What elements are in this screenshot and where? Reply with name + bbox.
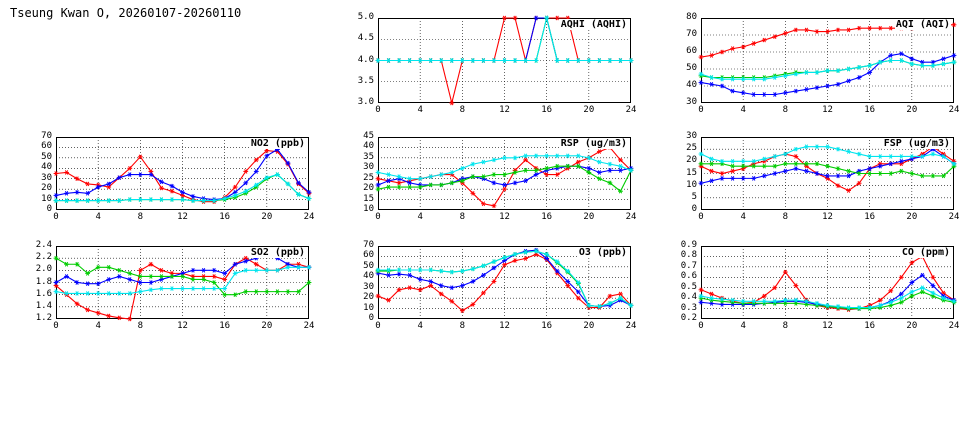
y-tick-label: 60: [41, 141, 52, 152]
y-tick-label: 5: [691, 191, 697, 202]
y-tick-label: 10: [363, 302, 374, 313]
x-tick-label: 20: [261, 212, 273, 222]
y-tick-label: 40: [363, 271, 374, 282]
y-tick-label: 70: [686, 29, 697, 39]
x-tick-label: 0: [375, 321, 381, 331]
y-tick-label: 0: [368, 313, 374, 323]
y-tick-label: 20: [686, 155, 697, 166]
y-tick-label: 1.2: [35, 313, 52, 323]
y-tick-label: 0.4: [680, 292, 697, 303]
chart-so2: [30, 242, 313, 332]
x-tick-label: 16: [541, 212, 553, 222]
x-tick-label: 20: [906, 105, 918, 115]
x-tick-label: 0: [53, 212, 59, 222]
x-tick-label: 12: [822, 105, 833, 115]
y-tick-label: 0.2: [680, 313, 697, 323]
y-tick-label: 15: [363, 193, 374, 204]
chart-no2: [30, 133, 313, 223]
y-tick-label: 3.0: [357, 97, 374, 107]
chart-title-aqhi: AQHI (AQHI): [560, 19, 627, 30]
chart-aqhi: [352, 14, 635, 116]
x-tick-label: 4: [417, 105, 423, 115]
x-tick-label: 0: [53, 321, 59, 331]
x-tick-label: 20: [906, 212, 918, 222]
y-tick-label: 80: [686, 12, 697, 22]
x-tick-label: 24: [303, 212, 315, 222]
y-tick-label: 4.5: [357, 33, 374, 44]
x-tick-label: 4: [95, 321, 101, 331]
x-tick-label: 16: [541, 105, 553, 115]
x-tick-label: 20: [583, 321, 595, 331]
y-tick-label: 3.5: [357, 75, 374, 86]
y-tick-label: 2.2: [35, 252, 52, 263]
x-tick-label: 16: [864, 321, 876, 331]
x-tick-label: 16: [864, 212, 876, 222]
y-tick-label: 30: [363, 281, 374, 292]
y-tick-label: 70: [363, 240, 374, 250]
y-tick-label: 20: [363, 183, 374, 194]
chart-fsp: [675, 133, 958, 223]
x-tick-label: 8: [459, 212, 466, 222]
x-tick-label: 8: [137, 212, 144, 222]
x-tick-label: 20: [583, 105, 595, 115]
y-tick-label: 60: [686, 46, 697, 56]
chart-title-rsp: RSP (ug/m3): [560, 138, 627, 149]
y-tick-label: 1.4: [35, 300, 52, 311]
y-tick-label: 25: [363, 172, 374, 183]
x-tick-label: 12: [177, 212, 188, 222]
chart-title-fsp: FSP (ug/m3): [883, 138, 950, 149]
y-tick-label: 40: [363, 141, 374, 152]
y-tick-label: 50: [41, 151, 52, 162]
x-tick-label: 24: [948, 105, 960, 115]
x-tick-label: 20: [583, 212, 595, 222]
x-tick-label: 4: [740, 321, 746, 331]
y-tick-label: 35: [363, 151, 374, 162]
x-tick-label: 12: [499, 321, 510, 331]
x-tick-label: 8: [137, 321, 144, 331]
chart-o3: [352, 242, 635, 332]
chart-title-no2: NO2 (ppb): [250, 138, 305, 149]
x-tick-label: 24: [948, 212, 960, 222]
x-tick-label: 24: [625, 321, 637, 331]
x-tick-label: 12: [822, 321, 833, 331]
y-tick-label: 40: [41, 162, 52, 173]
series-cyan: [376, 249, 634, 308]
y-tick-label: 1.8: [35, 276, 52, 287]
x-tick-label: 8: [782, 212, 789, 222]
chart-title-co: CO (ppm): [901, 247, 950, 258]
y-tick-label: 10: [41, 193, 52, 204]
y-tick-label: 5.0: [357, 12, 374, 22]
y-tick-label: 0.7: [680, 260, 697, 271]
x-tick-label: 8: [459, 105, 466, 115]
x-tick-label: 16: [219, 321, 231, 331]
y-tick-label: 0: [46, 204, 52, 214]
y-tick-label: 45: [363, 131, 374, 141]
y-tick-label: 0.8: [680, 250, 697, 261]
x-tick-label: 8: [459, 321, 466, 331]
chart-title-o3: O3 (ppb): [578, 247, 627, 258]
y-tick-label: 2.0: [35, 264, 52, 275]
y-tick-label: 30: [363, 162, 374, 173]
y-tick-label: 50: [363, 260, 374, 271]
x-tick-label: 4: [740, 212, 746, 222]
x-tick-label: 12: [499, 212, 510, 222]
chart-title-so2: SO2 (ppb): [250, 247, 305, 258]
y-tick-label: 60: [363, 250, 374, 261]
y-tick-label: 10: [363, 204, 374, 214]
series-green: [54, 256, 312, 297]
x-tick-label: 24: [303, 321, 315, 331]
y-tick-label: 70: [41, 131, 52, 141]
y-tick-label: 0.3: [680, 302, 697, 313]
x-tick-label: 0: [698, 212, 704, 222]
series-cyan: [54, 265, 312, 295]
chart-co: [675, 242, 958, 332]
x-tick-label: 16: [864, 105, 876, 115]
x-tick-label: 4: [740, 105, 746, 115]
chart-title-aqi: AQI (AQI): [895, 19, 950, 30]
y-tick-label: 20: [363, 292, 374, 303]
y-tick-label: 30: [686, 131, 697, 141]
y-tick-label: 2.4: [35, 240, 52, 250]
x-tick-label: 0: [375, 105, 381, 115]
chart-aqi: [675, 14, 958, 116]
x-tick-label: 24: [625, 212, 637, 222]
x-tick-label: 0: [375, 212, 381, 222]
y-tick-label: 0: [691, 204, 697, 214]
y-tick-label: 30: [686, 97, 697, 107]
y-tick-label: 0.5: [680, 281, 697, 292]
x-tick-label: 24: [948, 321, 960, 331]
x-tick-label: 20: [261, 321, 273, 331]
x-tick-label: 8: [782, 105, 789, 115]
series-blue: [699, 52, 957, 97]
x-tick-label: 12: [822, 212, 833, 222]
y-tick-label: 1.6: [35, 288, 52, 299]
x-tick-label: 16: [219, 212, 231, 222]
y-tick-label: 4.0: [357, 54, 374, 65]
x-tick-label: 0: [698, 105, 704, 115]
x-tick-label: 24: [625, 105, 637, 115]
x-tick-label: 4: [417, 321, 423, 331]
y-tick-label: 50: [686, 63, 697, 73]
x-tick-label: 4: [417, 212, 423, 222]
y-tick-label: 0.9: [680, 240, 697, 250]
y-tick-label: 30: [41, 172, 52, 183]
y-tick-label: 40: [686, 80, 697, 90]
page-title: Tseung Kwan O, 20260107-20260110: [10, 6, 242, 20]
x-tick-label: 20: [906, 321, 918, 331]
x-tick-label: 12: [177, 321, 188, 331]
chart-rsp: [352, 133, 635, 223]
y-tick-label: 0.6: [680, 271, 697, 282]
y-tick-label: 15: [686, 167, 697, 178]
y-tick-label: 10: [686, 179, 697, 190]
x-tick-label: 16: [541, 321, 553, 331]
x-tick-label: 0: [698, 321, 704, 331]
y-tick-label: 25: [686, 143, 697, 154]
x-tick-label: 8: [782, 321, 789, 331]
y-tick-label: 20: [41, 183, 52, 194]
x-tick-label: 12: [499, 105, 510, 115]
x-tick-label: 4: [95, 212, 101, 222]
